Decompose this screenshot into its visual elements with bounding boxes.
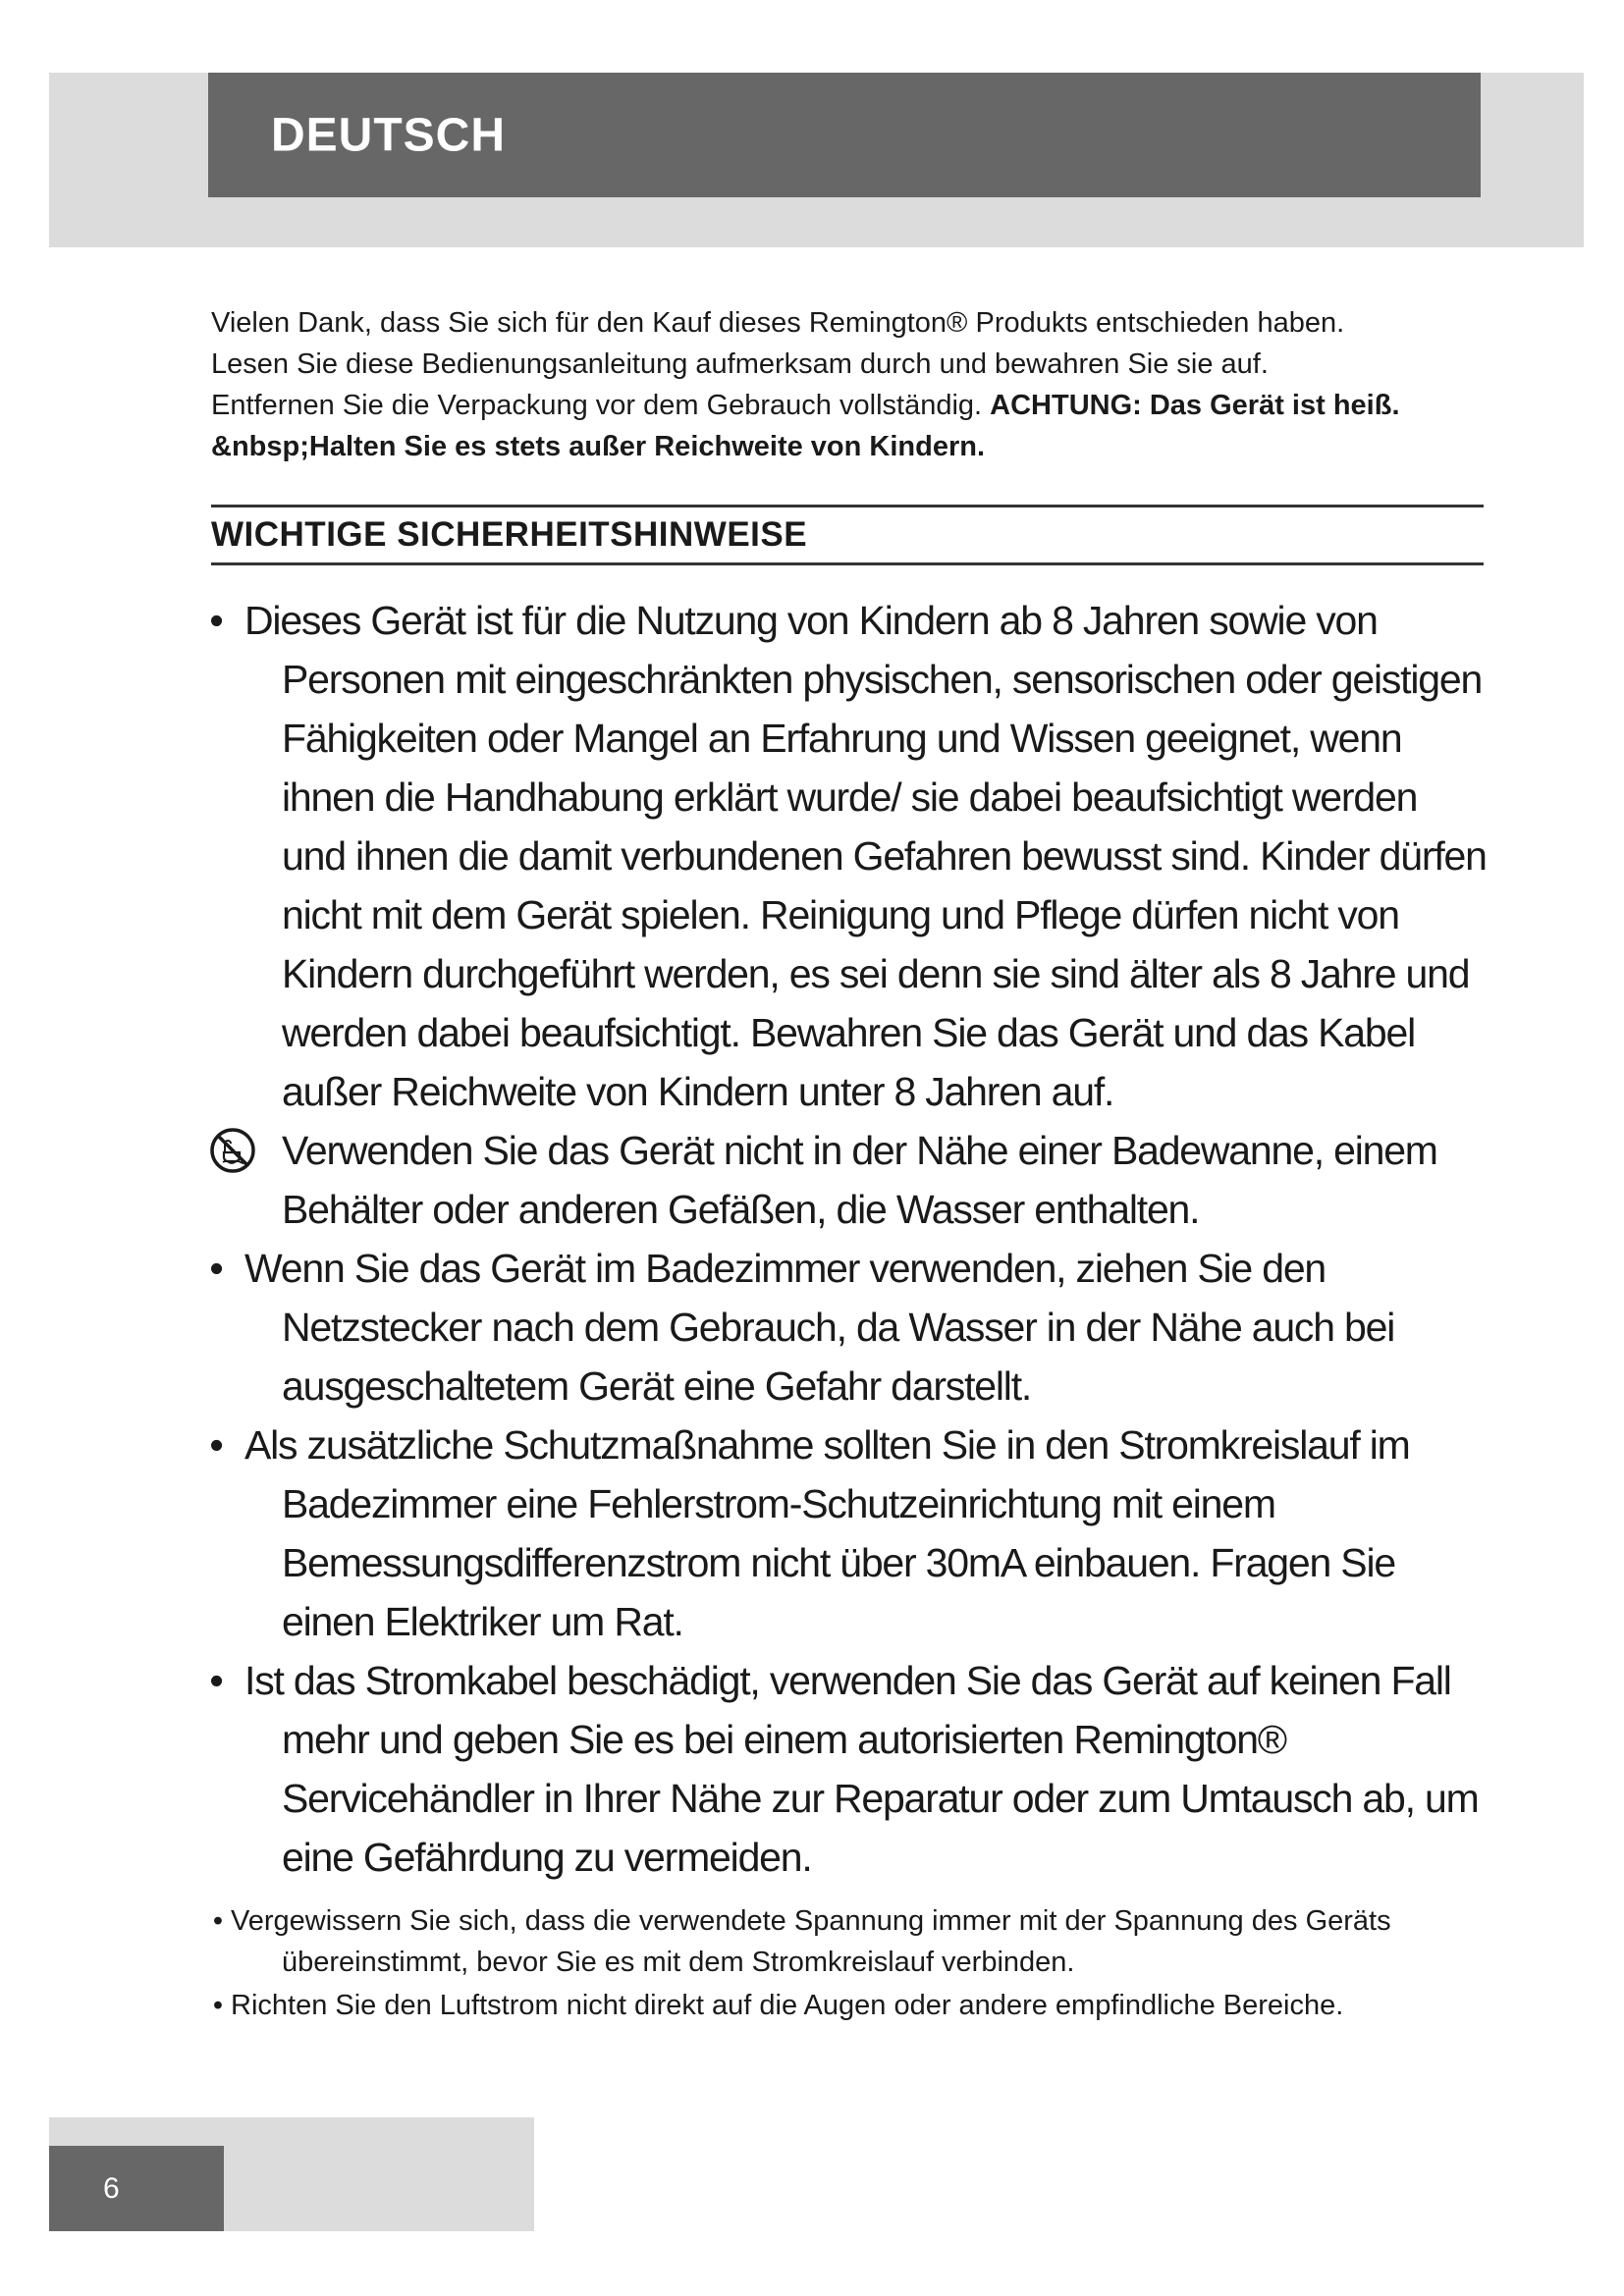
safety-item-text: und geben Sie es bei einem autorisierten Remington® Servicehändler in Ihrer Nähe zur Reparatur oder zum Umtausch ab, um eine Gefährdung zu vermeiden. xyxy=(282,1717,1479,1880)
safety-item xyxy=(201,591,1488,1121)
section-heading xyxy=(211,505,1484,565)
language-title: DEUTSCH xyxy=(271,109,507,161)
safety-item-lead: Als zusätzliche Schutzmaßnahme sollten Sie in den Stromkreislauf im xyxy=(244,1422,1410,1468)
header-bar xyxy=(208,73,1481,197)
small-item-lead: Richten Sie den Luftstrom nicht direkt auf die Augen oder andere empfindliche xyxy=(231,1990,1216,2021)
bullet-marker: • xyxy=(209,1658,223,1703)
intro-line-2: Lesen Sie diese Bedienungsanleitung aufmerksam durch und bewahren Sie sie auf. xyxy=(211,348,1269,380)
safety-item-lead: Ist das Stromkabel beschädigt, verwenden Sie das Gerät auf keinen Fall mehr xyxy=(244,1658,1451,1762)
safety-item-text: nach dem Gebrauch, da Wasser in der Nähe auch bei ausgeschaltetem Gerät eine Gefahr darstellt. xyxy=(282,1305,1395,1409)
safety-item-text: mit eingeschränkten physischen, sensorischen oder geistigen Fähigkeiten oder Mangel an Erfahrung und Wissen geeignet, wenn ihnen die Handhabung erklärt wurde/ sie dabei beaufsichtigt werden und ihnen die damit verbundenen Gefahren bewusst sind. Kinder dürfen nicht mit dem Gerät spielen. Reinigung und Pflege dürfen nicht von Kindern durchgeführt werden, es sei denn sie sind älter als 8 Jahre und werden dabei beaufsichtigt. Bewahren Sie das Gerät und das Kabel außer Reichweite von Kindern unter 8 Jahren auf. xyxy=(282,657,1487,1114)
bullet-marker: • xyxy=(212,1990,224,2021)
intro-paragraph xyxy=(211,302,1478,467)
small-item-text: Bereiche. xyxy=(1222,1990,1344,2021)
intro-line-1: Vielen Dank, dass Sie sich für den Kauf dieses Remington® Produkts entschieden haben. xyxy=(211,307,1345,339)
small-item-text: Geräts übereinstimmt, bevor Sie es mit dem Stromkreislauf verbinden. xyxy=(282,1905,1391,1978)
safety-item-lead: Dieses Gerät ist für die Nutzung von Kindern ab 8 Jahren sowie von Personen xyxy=(244,598,1378,702)
bullet-marker: • xyxy=(209,598,223,643)
safety-item xyxy=(201,1415,1488,1651)
small-item-lead: Vergewissern Sie sich, dass die verwendete Spannung immer mit der Spannung des xyxy=(231,1905,1298,1937)
safety-item-lead: Wenn Sie das Gerät im Badezimmer verwenden, ziehen Sie den Netzstecker xyxy=(244,1246,1326,1350)
small-item xyxy=(208,1985,1485,2026)
safety-item xyxy=(201,1121,1488,1239)
additional-safety-list xyxy=(208,1900,1485,2028)
page-number-box xyxy=(49,2146,224,2231)
no-water-icon xyxy=(209,1127,256,1174)
intro-warning: ACHTUNG: Das Gerät ist heiß. &nbsp;Halten Sie es stets außer Reichweite von Kindern. xyxy=(211,390,1400,462)
safety-list xyxy=(201,591,1488,1887)
small-item xyxy=(208,1900,1485,1983)
safety-item xyxy=(201,1651,1488,1887)
page-number: 6 xyxy=(103,2171,120,2205)
intro-line-3: Entfernen Sie die Verpackung vor dem Gebrauch vollständig. xyxy=(211,390,983,421)
safety-item xyxy=(201,1239,1488,1415)
safety-item-text: Verwenden Sie das Gerät nicht in der Nähe einer Badewanne, einem Behälter oder anderen Gefäßen, die Wasser enthalten. xyxy=(282,1128,1437,1232)
bullet-marker: • xyxy=(212,1905,224,1937)
section-heading-text: WICHTIGE SICHERHEITSHINWEISE xyxy=(211,515,808,554)
safety-item-text: Badezimmer eine Fehlerstrom-Schutzeinrichtung mit einem Bemessungsdifferenzstrom nicht über 30mA einbauen. Fragen Sie einen Elektriker um Rat. xyxy=(282,1481,1395,1644)
bullet-marker: • xyxy=(209,1422,223,1468)
bullet-marker: • xyxy=(209,1246,223,1291)
